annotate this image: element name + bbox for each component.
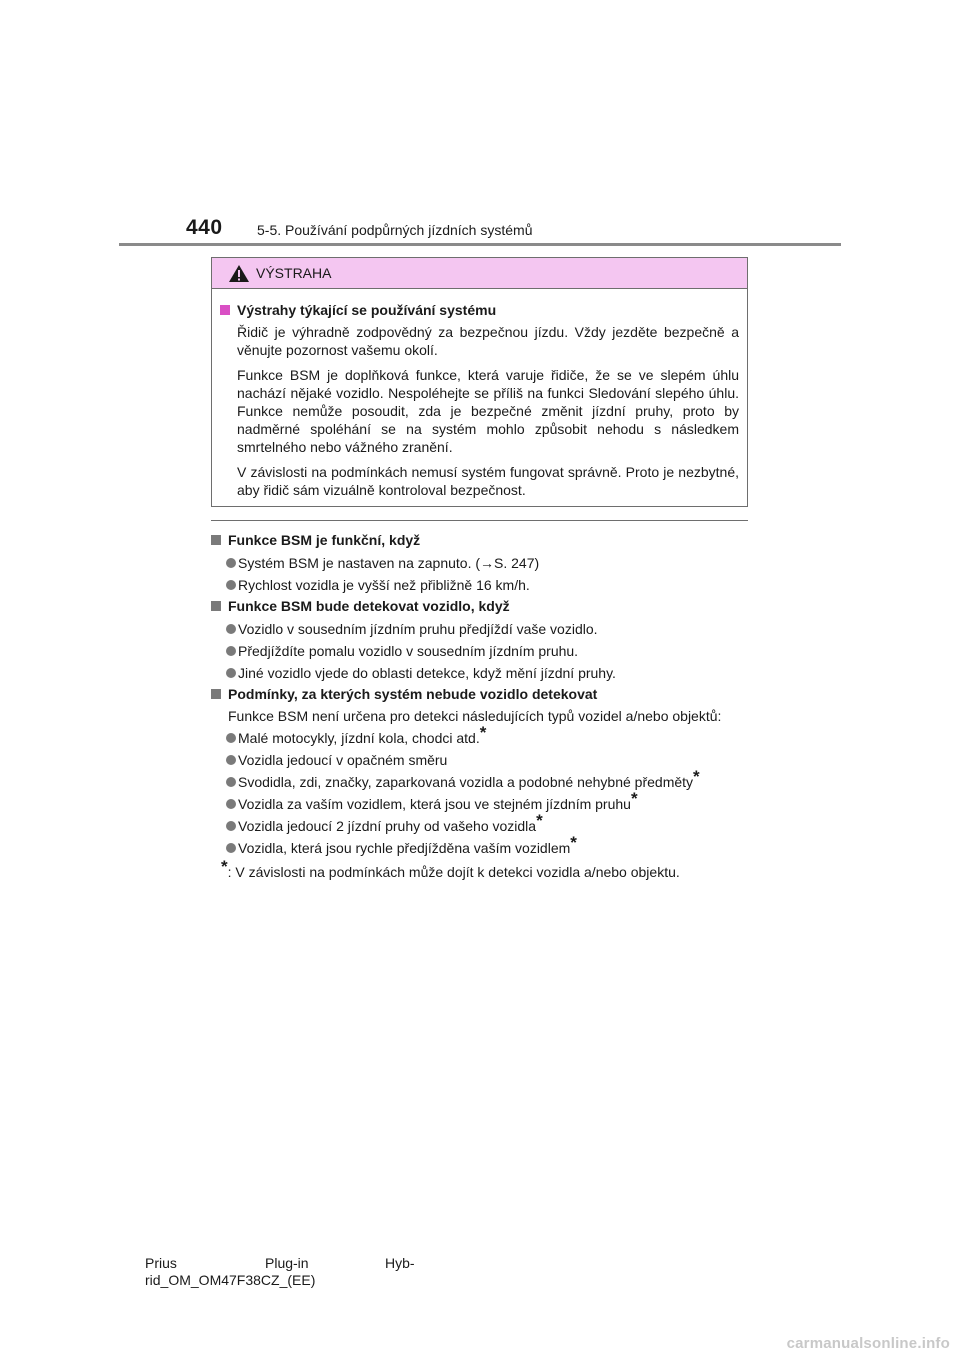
warning-heading	[220, 301, 739, 320]
section-heading-text: Funkce BSM bude detekovat vozidlo, když	[228, 598, 510, 614]
list-item-text: Vozidla za vaším vozidlem, která jsou ve stejném jízdním pruhu	[238, 796, 631, 812]
warning-header	[212, 258, 747, 289]
list-item	[211, 811, 748, 835]
list-item	[211, 642, 748, 660]
list-item-text: Vozidla jedoucí v opačném směru	[238, 752, 448, 768]
list-item	[211, 767, 748, 791]
footnote-star: *	[570, 833, 577, 852]
warning-box	[211, 257, 748, 507]
warning-body	[212, 289, 747, 499]
warning-paragraph: V závislosti na podmínkách nemusí systém fungovat správně. Proto je nezbytné, aby řidič sám vizuálně kontroloval bezpečnost.	[237, 464, 739, 498]
footer-word: Prius	[145, 1255, 177, 1271]
list-item-text: Vozidla jedoucí 2 jízdní pruhy od vašeho vozidla	[238, 818, 537, 834]
list-item	[211, 576, 748, 594]
circle-bullet-icon	[226, 843, 236, 853]
footnote	[211, 857, 748, 881]
list-item-text: Vozidla, která jsou rychle předjížděna vaším vozidlem	[238, 840, 571, 856]
warning-paragraph: Řidič je výhradně zodpovědný za bezpečnou jízdu. Vždy jezděte bezpečně a věnujte pozornost vašemu okolí.	[237, 324, 739, 358]
list-item	[211, 723, 748, 747]
section-heading	[211, 685, 748, 704]
circle-bullet-icon	[226, 733, 236, 743]
section-intro: Funkce BSM není určena pro detekci následujících typů vozidel a/nebo objektů:	[228, 708, 722, 724]
warning-paragraph: Funkce BSM je doplňková funkce, která varuje řidiče, že se ve slepém úhlu nachází nějaké vozidlo. Nespoléhejte se příliš na funkci Sledování slepého úhlu. Funkce nemůže posoudit, zda je bezpečné změnit jízdní pruhy, proto by nadměrné spoléhání se na systém mohlo způsobit nehodu s následkem smrtelného nebo vážného zranění.	[237, 367, 739, 455]
footer	[145, 1255, 445, 1289]
content	[211, 528, 748, 881]
section-heading-text: Funkce BSM je funkční, když	[228, 532, 421, 548]
list-item-text: Jiné vozidlo vjede do oblasti detekce, když mění jízdní pruhy.	[238, 665, 616, 681]
section-divider	[211, 520, 748, 521]
warning-triangle-icon	[228, 264, 250, 283]
circle-bullet-icon	[226, 558, 236, 568]
footer-word: Plug-in	[265, 1255, 309, 1271]
square-bullet-icon	[211, 535, 221, 545]
list-item	[211, 554, 748, 572]
list-item	[211, 789, 748, 813]
section-title: 5-5. Používání podpůrných jízdních systémů	[257, 222, 533, 238]
header-rule	[119, 243, 841, 246]
section-heading	[211, 597, 748, 616]
list-item-text: Předjíždíte pomalu vozidlo v sousedním jízdním pruhu.	[238, 643, 579, 659]
list-item	[211, 751, 748, 769]
footnote-star: *	[479, 723, 487, 742]
circle-bullet-icon	[226, 580, 236, 590]
section-heading	[211, 531, 748, 550]
warning-title: VÝSTRAHA	[256, 265, 332, 281]
square-bullet-icon	[220, 305, 230, 315]
list-item-text: Systém BSM je nastaven na zapnuto. (→S. 247)	[238, 555, 540, 571]
circle-bullet-icon	[226, 646, 236, 656]
page-number: 440	[186, 216, 223, 239]
circle-bullet-icon	[226, 777, 236, 787]
list-item-text: Rychlost vozidla je vyšší než přibližně 16 km/h.	[238, 577, 530, 593]
footer-word: Hyb-	[385, 1255, 415, 1271]
footnote-star: *	[221, 857, 228, 876]
list-item-text: Svodidla, zdi, značky, zaparkovaná vozidla a podobné nehybné předměty	[238, 774, 694, 790]
section-heading-text: Podmínky, za kterých systém nebude vozidlo detekovat	[228, 686, 598, 702]
list-item-text: Vozidlo v sousedním jízdním pruhu předjíždí vaše vozidlo.	[238, 621, 598, 637]
footnote-star: *	[693, 767, 700, 786]
footnote-star: *	[536, 811, 543, 830]
square-bullet-icon	[211, 601, 221, 611]
footnote-star: *	[630, 789, 638, 808]
footer-line-2: rid_OM_OM47F38CZ_(EE)	[145, 1272, 316, 1288]
circle-bullet-icon	[226, 624, 236, 634]
list-item-text: Malé motocykly, jízdní kola, chodci atd.	[238, 730, 480, 746]
circle-bullet-icon	[226, 755, 236, 765]
square-bullet-icon	[211, 689, 221, 699]
watermark: carmanualsonline.info	[786, 1335, 950, 1352]
footnote-text: : V závislosti na podmínkách může dojít k detekci vozidla a/nebo objektu.	[227, 864, 680, 880]
warning-heading-text: Výstrahy týkající se používání systému	[237, 302, 497, 318]
circle-bullet-icon	[226, 799, 236, 809]
circle-bullet-icon	[226, 821, 236, 831]
list-item	[211, 833, 748, 857]
list-item	[211, 620, 748, 638]
list-item	[211, 664, 748, 682]
circle-bullet-icon	[226, 668, 236, 678]
footer-line-1	[145, 1255, 445, 1272]
